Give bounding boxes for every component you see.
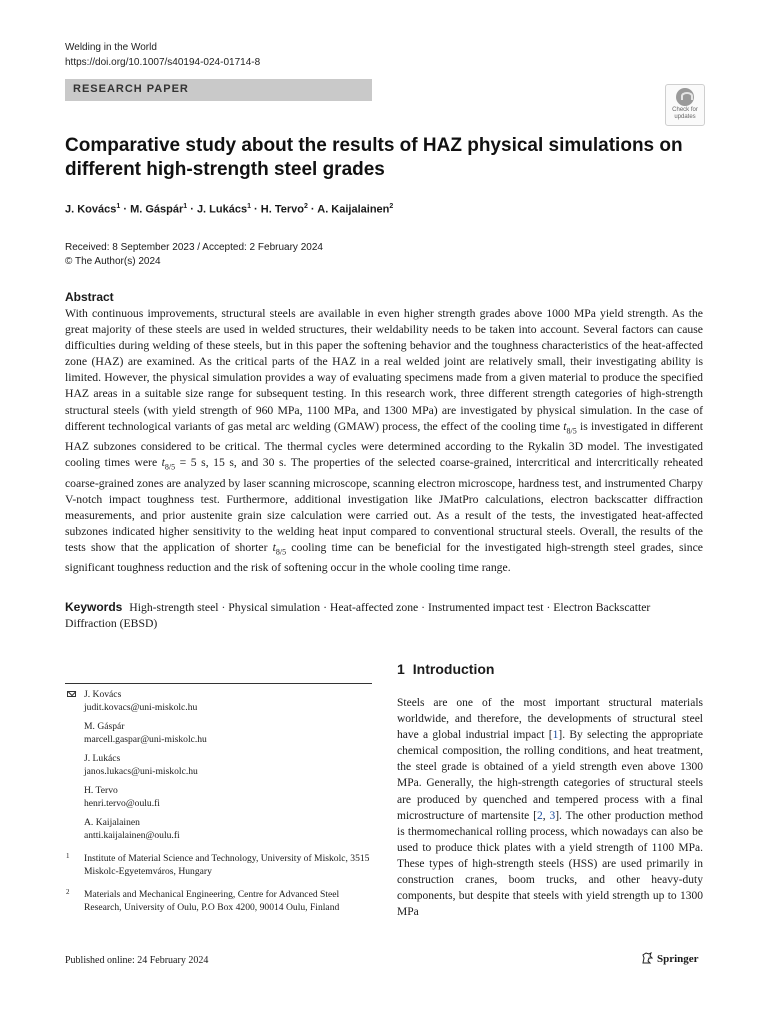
abstract-part: cooling time can be beneficial for the investigated high-strength steel grades, since significant toughness reduction and the risk of softening occur in the whole cooling time range. (65, 540, 703, 575)
article-type-label: RESEARCH PAPER (73, 83, 189, 95)
author-list (65, 203, 393, 216)
author-affiliation-mark: 1 (116, 203, 121, 210)
journal-name: Welding in the World (65, 42, 157, 53)
author-contacts (65, 688, 375, 914)
contact-entry (65, 784, 375, 810)
footnote-divider (65, 683, 372, 684)
contact-entry (65, 816, 375, 842)
abstract-heading: Abstract (65, 290, 114, 304)
contact-entry (65, 688, 375, 714)
citation-separator: , (542, 809, 550, 822)
envelope-icon (67, 691, 76, 697)
received-accepted-dates: Received: 8 September 2023 / Accepted: 2 February 2024 (65, 242, 323, 253)
abstract-part: With continuous improvements, structural steels are available in even higher strength grades above 1000 MPa yield strength. As the great majority of these steels are used in welded structures, their weldability needs to be taken into account. Several factors can cause difficulties during welding of these steels, but in this paper the softening behavior and the toughness characteristics of the heat-affected zone (HAZ) are examined. As the critical parts of the HAZ in a real welded joint are relatively small, their investigating ability is limited. However, the physical simulation provides a way of evaluating specimens made from a given material to produce the specified HAZ areas in a suitable size range for subsequent testing. In this research work, three different strength categories of high-strength structural steels (with yield strength of 960 MPa, 1100 MPa, and 1300 MPa) are investigated by physical simulation. In the case of different technological variants of gas metal arc welding (GMAW) process, the effect of the cooling time (65, 307, 703, 433)
journal-header (65, 40, 260, 70)
publisher-logo (641, 952, 699, 965)
contact-name: A. Kaijalainen (84, 817, 140, 828)
author-name: H. Tervo (260, 203, 304, 216)
updates-label: updates (674, 113, 696, 120)
keywords-list: High-strength steel · Physical simulation · Heat-affected zone · Instrumented impact test · Electron Backscatter Diffraction (EBSD) (65, 601, 651, 630)
springer-horse-icon (641, 952, 653, 964)
abstract-text (65, 306, 703, 576)
contact-entry (65, 752, 375, 778)
author-affiliation-mark: 2 (389, 203, 394, 210)
section-number: 1 (397, 661, 405, 677)
author-name: M. Gáspár (130, 203, 184, 216)
citation-link[interactable]: 1 (552, 729, 559, 742)
affiliation-entry (65, 888, 375, 914)
affiliation-number: 1 (66, 852, 70, 860)
contact-email[interactable]: marcell.gaspar@uni-miskolc.hu (84, 734, 207, 745)
article-type-banner (65, 79, 372, 101)
affiliation-text: Institute of Material Science and Technology, University of Miskolc, 3515 Miskolc-Egyetemváros, Hungary (84, 853, 370, 877)
contact-email[interactable]: antti.kaijalainen@oulu.fi (84, 830, 180, 841)
intro-part: ]. The other production method is thermomechanical rolling process, which nowadays can also be used to produce thick plates with a yield strength of 1100 MPa. These types of high-strength steels (HSS) are used primarily in construction cranes, boom trucks, and other heavy-duty components, but despite that steels with yield strength up to 1300 MPa (397, 809, 704, 919)
contact-email[interactable]: henri.tervo@oulu.fi (84, 798, 160, 809)
check-for-label: Check for (672, 107, 698, 113)
author-separator: · (250, 203, 261, 216)
intro-part: ]. By selecting the appropriate chemical composition, the rolling conditions, and heat treatment, the steel grade is obtained of a yield strength even above 1300 MPa. Generally, the high-strength categories of structural steels are produced by quenched and tempered process with a final microstructure of martensite [ (397, 729, 703, 822)
affiliation-text: Materials and Mechanical Engineering, Centre for Advanced Steel Research, University of Oulu, P.O Box 4200, 90014 Oulu, Finland (84, 889, 340, 913)
author-affiliation-mark: 2 (303, 203, 308, 210)
contact-name: M. Gáspár (84, 721, 125, 732)
introduction-text (397, 695, 703, 920)
affiliation-number: 2 (66, 888, 70, 896)
math-subscript: 8/5 (164, 462, 176, 472)
author-separator: · (120, 203, 131, 216)
abstract-part: = 5 s, 15 s, and 30 s. The properties of the selected coarse-grained, intercritical and intercritically reheated coarse-grained zones are analyzed by laser scanning microscope, scanning electron microscope, hardness test, and instrumented Charpy V-notch impact toughness test. Furthermore, additional investigation like JMatPro calculations, electron backscatter diffraction measurements, and prior austenite grain size calculation were carried out. As a result of the tests, the investigated heat-affected subzones indicated higher sensitivity to the welding heat input compared to conventional structural steels. Overall, the results of the tests show that the application of shorter (65, 456, 703, 554)
paper-title: Comparative study about the results of HAZ physical simulations on different high-strength steel grades (65, 135, 683, 180)
math-subscript: 8/5 (566, 425, 577, 435)
author-affiliation-mark: 1 (247, 203, 251, 210)
math-var: t (272, 540, 276, 554)
math-var: t (161, 456, 165, 470)
check-for-updates-badge[interactable] (665, 84, 705, 126)
abstract-part: is investigated in different HAZ subzones considered to be critical. The thermal cycles were determined according to the Rykalin 3D model. The investigated cooling times were (65, 419, 703, 470)
contact-email[interactable]: janos.lukacs@uni-miskolc.hu (84, 766, 198, 777)
keywords-heading: Keywords (65, 600, 123, 614)
author-separator: · (307, 203, 318, 216)
contact-email[interactable]: judit.kovacs@uni-miskolc.hu (84, 702, 198, 713)
section-title: Introduction (412, 661, 495, 677)
math-subscript: 8/5 (275, 547, 287, 557)
doi-link[interactable]: https://doi.org/10.1007/s40194-024-01714-8 (65, 57, 261, 68)
math-var: t (563, 419, 567, 433)
crossmark-icon (676, 88, 694, 106)
contact-name: J. Kovács (84, 689, 122, 700)
author-separator: · (187, 203, 197, 216)
author-affiliation-mark: 1 (183, 203, 188, 210)
contact-name: H. Tervo (84, 785, 118, 796)
author-name: A. Kaijalainen (317, 203, 390, 216)
published-online-date: Published online: 24 February 2024 (65, 955, 209, 966)
contact-entry (65, 720, 375, 746)
citation-link[interactable]: 3 (549, 809, 556, 822)
affiliation-entry (65, 852, 375, 878)
keywords-section (65, 599, 703, 632)
copyright-line: © The Author(s) 2024 (65, 256, 161, 267)
section-heading-introduction (397, 661, 494, 677)
publisher-name: Springer (657, 953, 699, 965)
article-dates (65, 241, 323, 269)
citation-link[interactable]: 2 (536, 809, 543, 822)
author-name: J. Lukács (196, 203, 248, 216)
intro-part: Steels are one of the most important structural materials worldwide, and therefore, the developments of structural steel have a global industrial impact [ (397, 697, 703, 742)
contact-name: J. Lukács (84, 753, 121, 764)
author-name: J. Kovács (65, 203, 117, 216)
